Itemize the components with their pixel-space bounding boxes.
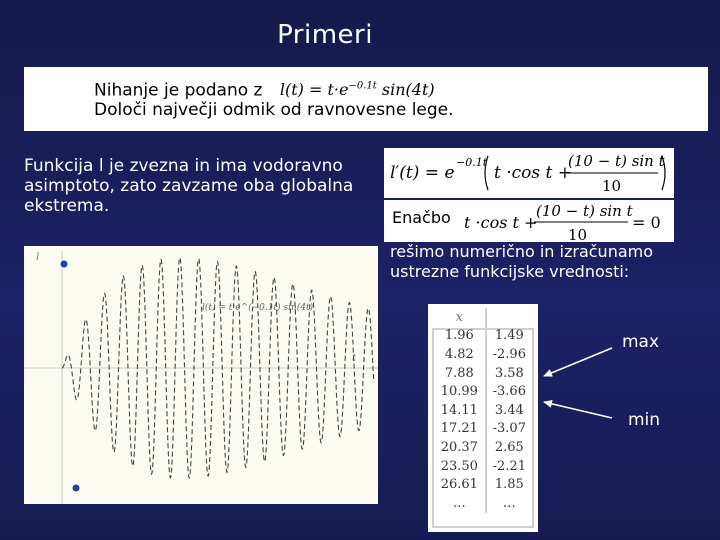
min-arrow (544, 402, 612, 418)
numeric-solution-text: rešimo numerično in izračunamo ustrezne funkcijske vrednosti: (390, 242, 654, 281)
svg-text:(10 − t) sin t: (10 − t) sin t (536, 202, 633, 220)
table-cell-value: -3.66 (492, 384, 526, 400)
svg-text:l′(t) = e: l′(t) = e (390, 163, 455, 183)
max-label: max (622, 332, 660, 352)
svg-text:= 0: = 0 (632, 213, 661, 232)
table-cell-x: 20.37 (434, 438, 486, 457)
table-cell-value: 3.58 (494, 365, 524, 381)
x-axis-label: t (352, 353, 357, 364)
svg-text:10: 10 (602, 177, 622, 195)
svg-text:−0.1t: −0.1t (456, 156, 488, 169)
table-cell-x: … (434, 494, 486, 513)
graph-formula-label: l(t) = t·e^(−0.1t) sin(4t) (202, 303, 314, 313)
table-cell-x: 4.82 (434, 345, 486, 364)
table-cell-x: 23.50 (434, 457, 486, 476)
svg-text:10: 10 (568, 226, 588, 242)
table-header-x: x (434, 308, 486, 327)
table-cell-x: 17.21 (434, 420, 486, 439)
table-cell-value: 2.65 (494, 439, 524, 455)
table-cell-value: 3.44 (494, 402, 524, 418)
table-cell-value: 1.85 (494, 477, 524, 493)
table-cell-x: 10.99 (434, 382, 486, 401)
min-label: min (628, 410, 661, 430)
max-arrow (544, 348, 612, 376)
table-cell-value: -2.96 (492, 346, 526, 362)
table-cell-x: 14.11 (434, 401, 486, 420)
table-cell-x: 7.88 (434, 364, 486, 383)
svg-text:(10 − t) sin t: (10 − t) sin t (568, 152, 665, 170)
y-axis-label: l (36, 252, 40, 263)
svg-text:t ·cos t +: t ·cos t + (494, 163, 573, 183)
task-line-2: Določi največji odmik od ravnovesne lege. (94, 100, 454, 121)
task-line-1: Nihanje je podano z (94, 80, 263, 101)
table-cell-value: -2.21 (492, 458, 526, 474)
l-formula: $l(t) = t\cdot e^{-0.1t}$ sin(4t) (279, 80, 435, 100)
svg-text:t ·cos t +: t ·cos t + (464, 213, 538, 232)
table-cell-value: 1.49 (494, 328, 524, 344)
table-cell-x: 1.96 (434, 327, 486, 346)
left-explanation: Funkcija l je zvezna in ima vodoravno asimptoto, zato zavzame oba globalna ekstrema. (24, 156, 354, 216)
table-cell-x: 26.61 (434, 475, 486, 494)
equation-label: Enačbo (392, 208, 451, 227)
table-cell-value: … (502, 495, 516, 511)
table-cell-value: -3.07 (492, 421, 526, 437)
slide-title: Primeri (277, 20, 373, 50)
